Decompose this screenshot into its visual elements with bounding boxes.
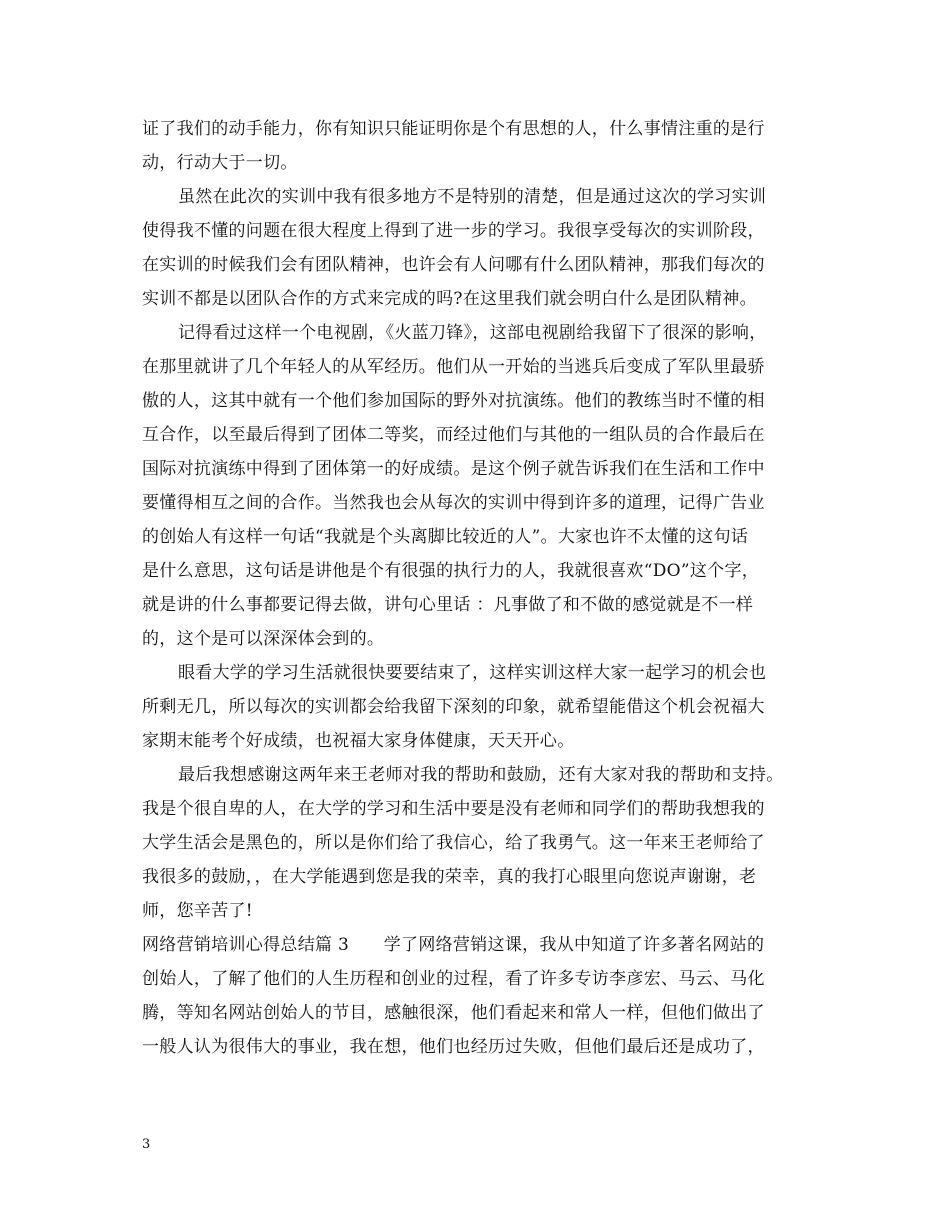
text-line: 动，行动大于一切。 (142, 153, 298, 173)
paragraph-start-line: 眼看大学的学习生活就很快要要结束了，这样实训这样大家一起学习的机会也 (178, 663, 767, 683)
body-text (142, 112, 812, 1064)
text-line: 使得我不懂的问题在很大程度上得到了进一步的学习。我很享受每次的实训阶段， (142, 221, 765, 241)
text-line: 互合作，以至最后得到了团体二等奖，而经过他们与其他的一组队员的合作最后在 (142, 425, 765, 445)
text-line: 在实训的时候我们会有团队精神，也许会有人问哪有什么团队精神，那我们每次的 (142, 255, 765, 275)
text-line: 就是讲的什么事都要记得去做，讲句心里话 ：凡事做了和不做的感觉就是不一样 (142, 595, 754, 615)
paragraph-start-line: 最后我想感谢这两年来王老师对我的帮助和鼓励，还有大家对我的帮助和支持。 (178, 765, 784, 785)
paragraph-start-line: 虽然在此次的实训中我有很多地方不是特别的清楚，但是通过这次的学习实训 (178, 187, 767, 207)
text-line: 在那里就讲了几个年轻人的从军经历。他们从一开始的当逃兵后变成了军队里最骄 (142, 357, 765, 377)
text-line: 我很多的鼓励，，在大学能遇到您是我的荣幸，真的我打心眼里向您说声谢谢，老 (142, 867, 757, 887)
text-line: 的，这个是可以深深体会到的。 (142, 629, 385, 649)
text-line: 我是个很自卑的人，在大学的学习和生活中要是没有老师和同学们的帮助我想我的 (142, 799, 765, 819)
text-line: 证了我们的动手能力，你有知识只能证明你是个有思想的人，什么事情注重的是行 (142, 119, 765, 139)
section-heading-line: 网络营销培训心得总结篇 3 学了网络营销这课，我从中知道了许多著名网站的 (142, 935, 765, 955)
text-line: 创始人，了解了他们的人生历程和创业的过程，看了许多专访李彦宏、马云、马化 (142, 969, 765, 989)
text-line: 家期末能考个好成绩，也祝福大家身体健康，天天开心。 (142, 731, 575, 751)
text-line: 的创始人有这样一句话“我就是个头离脚比较近的人”。大家也许不太懂的这句话 (142, 527, 749, 547)
page-number: 3 (142, 1137, 151, 1152)
paragraph-start-line: 记得看过这样一个电视剧，《火蓝刀锋》，这部电视剧给我留下了很深的影响， (178, 323, 767, 343)
text-line: 实训不都是以团队合作的方式来完成的吗?在这里我们就会明白什么是团队精神。 (142, 289, 757, 309)
text-line: 国际对抗演练中得到了团体第一的好成绩。是这个例子就告诉我们在生活和工作中 (142, 459, 765, 479)
text-line: 是什么意思，这句话是讲他是个有很强的执行力的人，我就很喜欢“DO”这个字， (142, 561, 760, 581)
text-line: 大学生活会是黑色的，所以是你们给了我信心，给了我勇气。这一年来王老师给了 (142, 833, 765, 853)
text-line: 要懂得相互之间的合作。当然我也会从每次的实训中得到许多的道理，记得广告业 (142, 493, 765, 513)
text-line: 傲的人，这其中就有一个他们参加国际的野外对抗演练。他们的教练当时不懂的相 (142, 391, 765, 411)
text-line: 师，您辛苦了! (142, 901, 253, 921)
text-line: 一般人认为很伟大的事业，我在想，他们也经历过失败，但他们最后还是成功了， (142, 1037, 765, 1057)
text-line: 腾，等知名网站创始人的节目，感触很深，他们看起来和常人一样，但他们做出了 (142, 1003, 765, 1023)
text-line: 所剩无几，所以每次的实训都会给我留下深刻的印象，就希望能借这个机会祝福大 (142, 697, 765, 717)
